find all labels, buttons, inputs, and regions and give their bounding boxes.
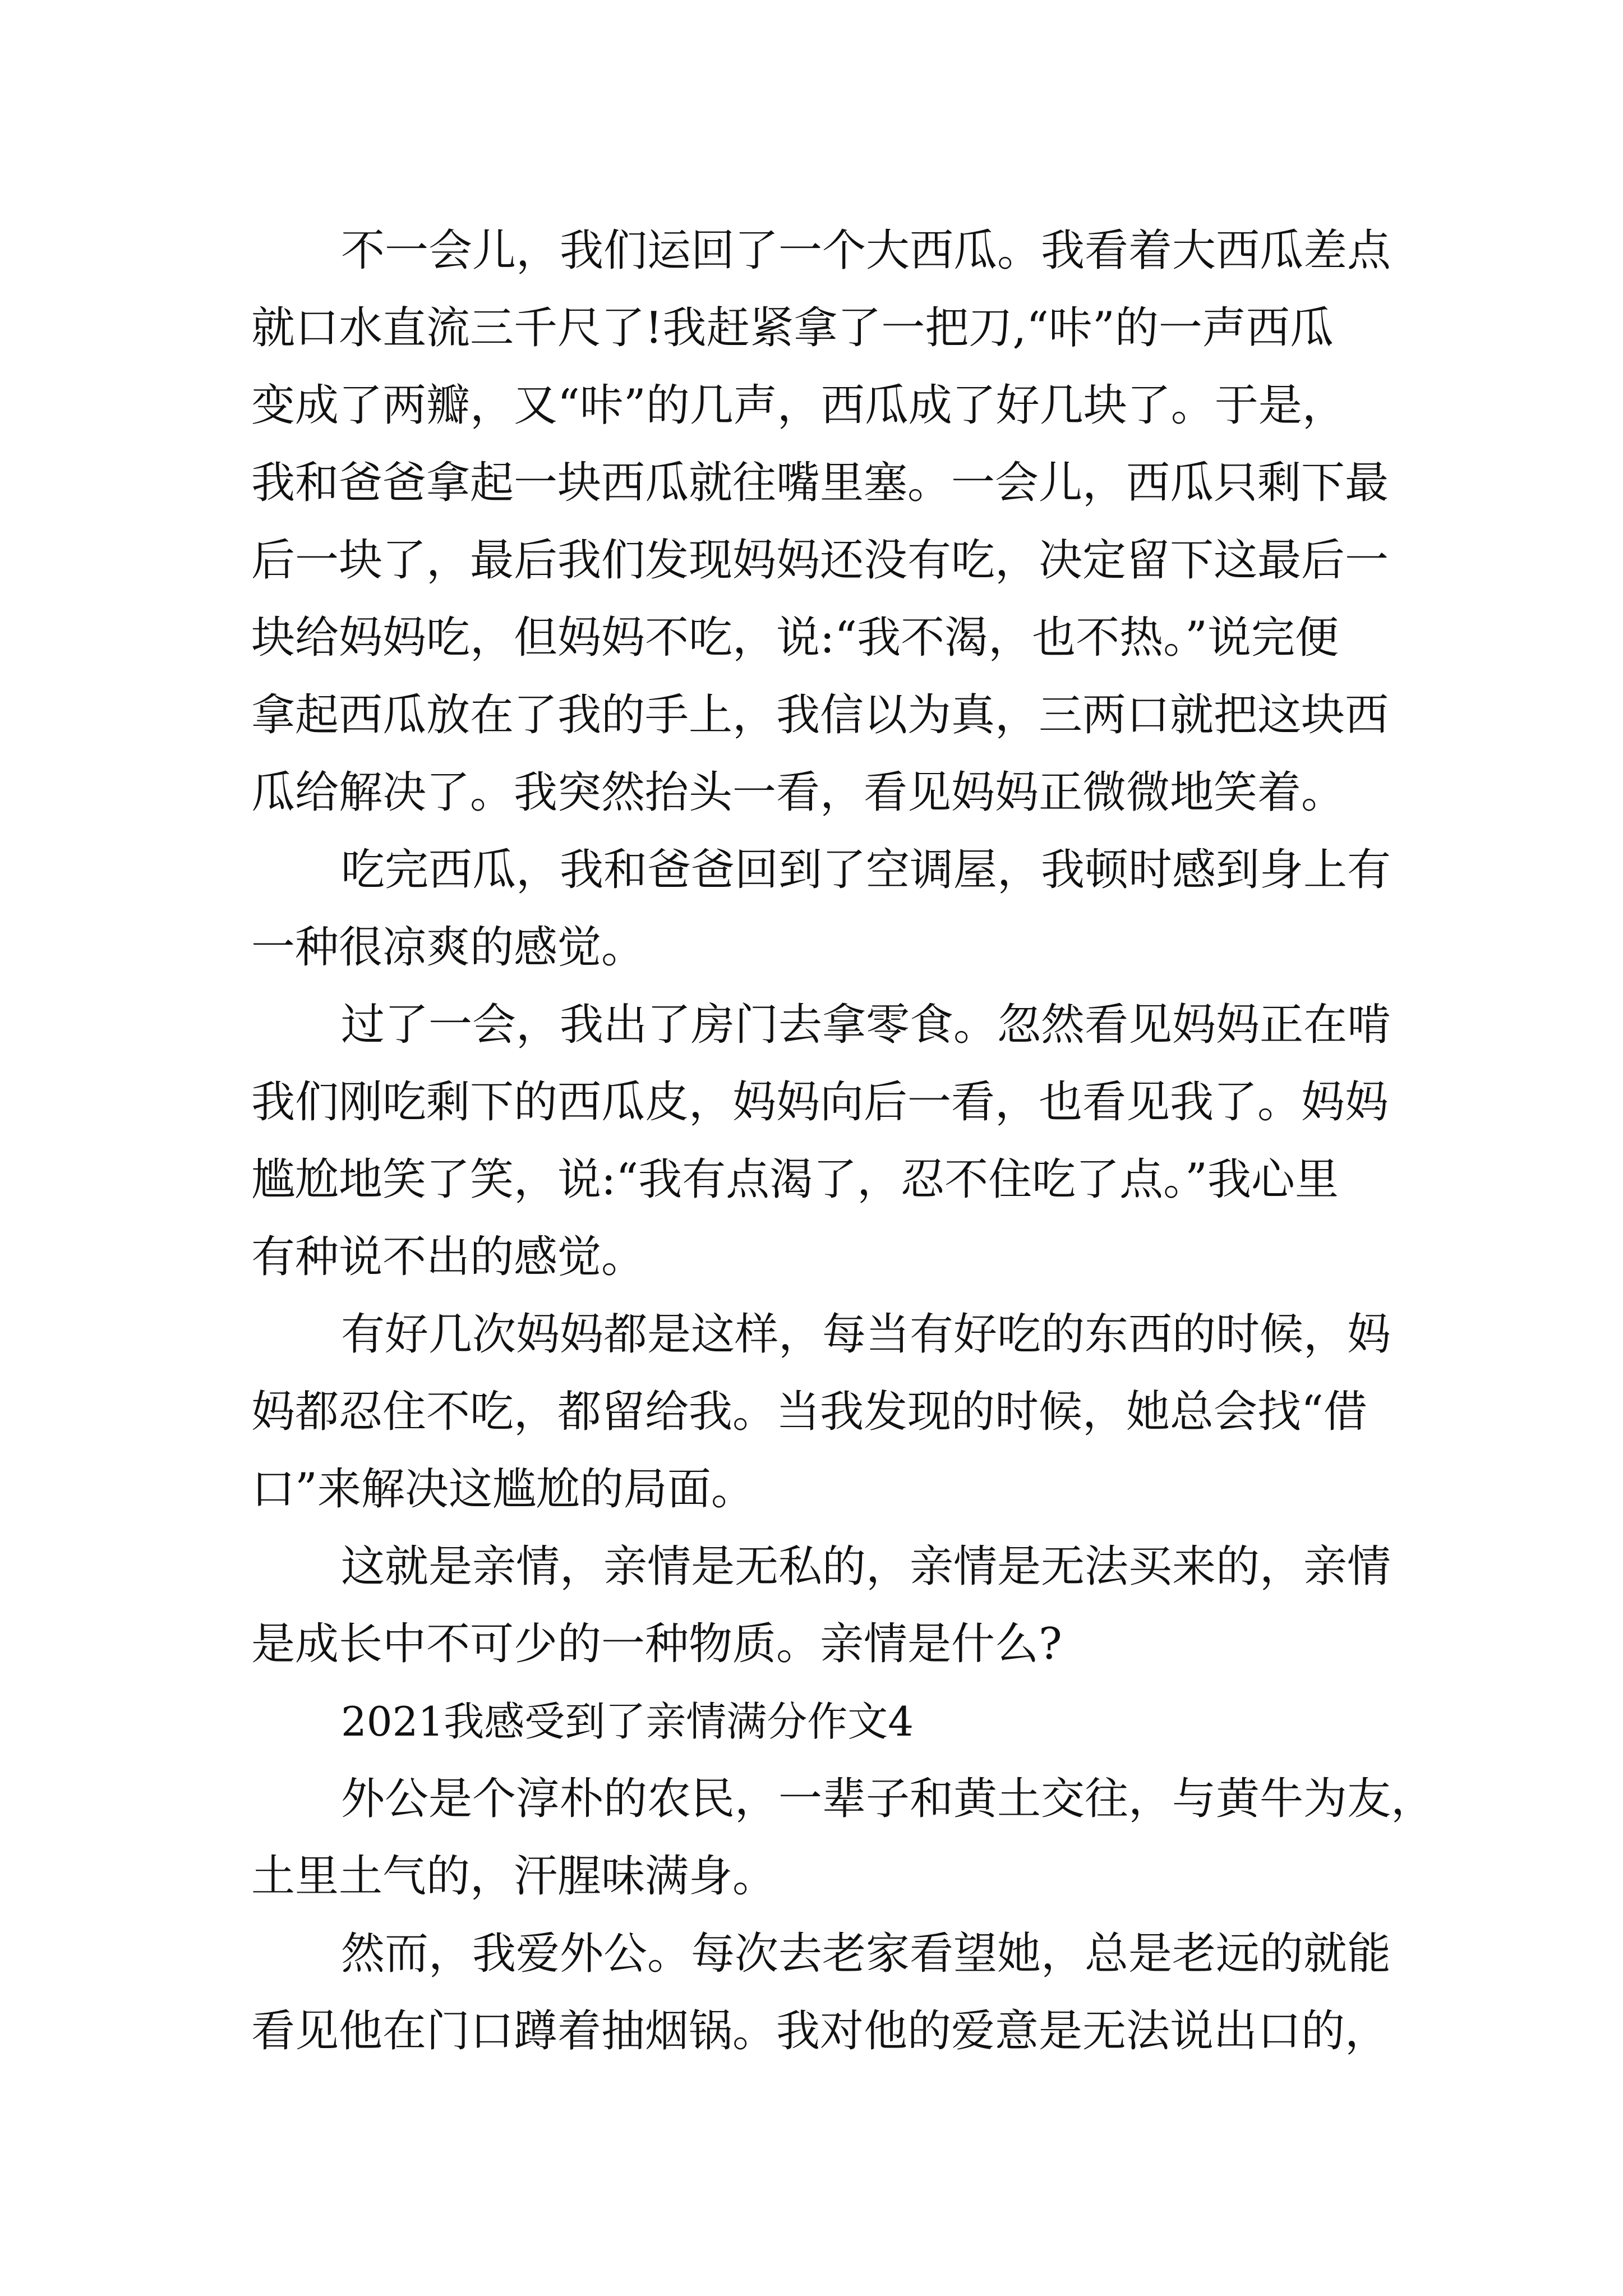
text-line: 不一会儿，我们运回了一个大西瓜。我看着大西瓜差点: [341, 226, 1391, 276]
text-line: 口”来解决这尴尬的局面。: [251, 1464, 755, 1515]
essay-body: [251, 212, 1435, 2070]
text-line: 有种说不出的感觉。: [251, 1232, 645, 1282]
text-line: 我和爸爸拿起一块西瓜就往嘴里塞。一会儿，西瓜只剩下最: [251, 458, 1389, 508]
text-line: 土里土气的，汗腥味满身。: [251, 1851, 777, 1902]
text-line: 瓜给解决了。我突然抬头一看，看见妈妈正微微地笑着。: [251, 767, 1345, 818]
text-line: 然而，我爱外公。每次去老家看望她，总是老远的就能: [341, 1929, 1391, 1979]
text-line: 妈都忍住不吃，都留给我。当我发现的时候，她总会找“借: [251, 1387, 1367, 1437]
text-line: 我们刚吃剩下的西瓜皮，妈妈向后一看，也看见我了。妈妈: [251, 1077, 1389, 1128]
text-line: 就口水直流三千尺了!我赶紧拿了一把刀,“咔”的一声西瓜: [251, 303, 1334, 353]
text-line: 一种很凉爽的感觉。: [251, 922, 645, 973]
text-line: 块给妈妈吃，但妈妈不吃，说:“我不渴，也不热。”说完便: [251, 613, 1339, 663]
text-line: 是成长中不可少的一种物质。亲情是什么?: [251, 1619, 1062, 1669]
text-line: 拿起西瓜放在了我的手上，我信以为真，三两口就把这块西: [251, 690, 1389, 740]
section-heading: 2021我感受到了亲情满分作文4: [341, 1698, 914, 1745]
text-line: 看见他在门口蹲着抽烟锅。我对他的爱意是无法说出口的，: [251, 2006, 1389, 2056]
text-line: 外公是个淳朴的农民，一辈子和黄土交往，与黄牛为友，: [341, 1774, 1435, 1824]
text-line: 尴尬地笑了笑，说:“我有点渴了，忍不住吃了点。”我心里: [251, 1154, 1339, 1205]
text-line: 这就是亲情，亲情是无私的，亲情是无法买来的，亲情: [341, 1542, 1391, 1592]
text-line: 过了一会，我出了房门去拿零食。忽然看见妈妈正在啃: [341, 1000, 1391, 1050]
text-line: 有好几次妈妈都是这样，每当有好吃的东西的时候，妈: [341, 1309, 1391, 1360]
text-line: 吃完西瓜，我和爸爸回到了空调屋，我顿时感到身上有: [341, 845, 1391, 895]
text-line: 变成了两瓣，又“咔”的几声，西瓜成了好几块了。于是，: [251, 380, 1346, 431]
text-line: 后一块了，最后我们发现妈妈还没有吃，决定留下这最后一: [251, 535, 1389, 586]
